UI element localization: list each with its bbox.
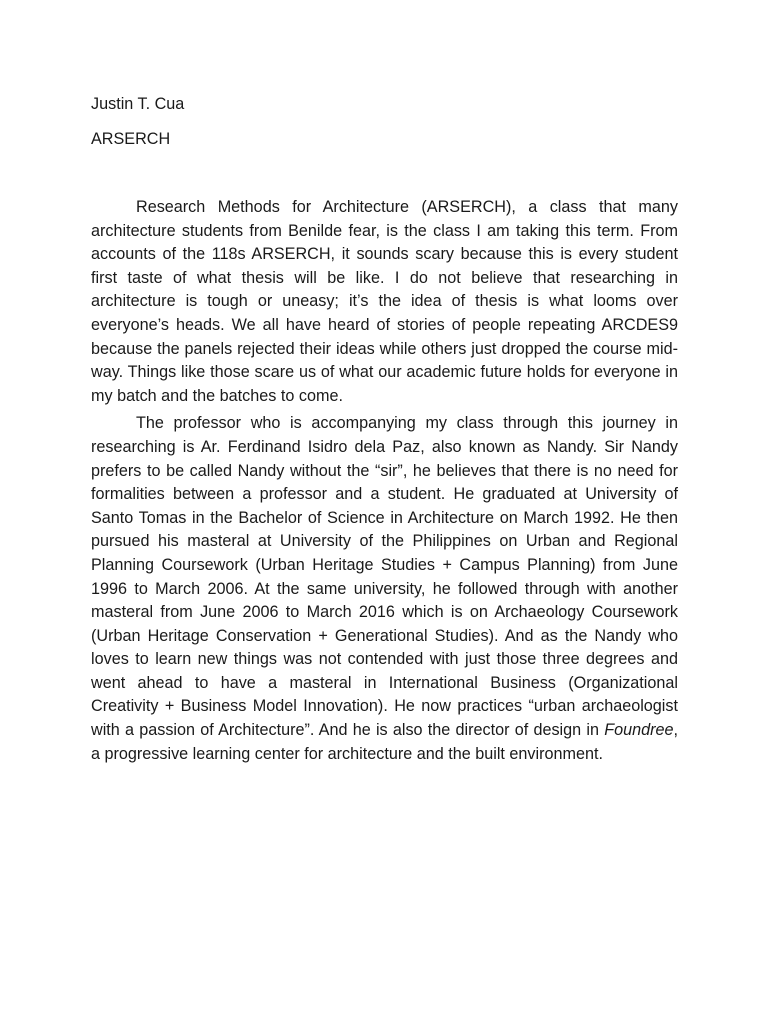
paragraph-professor <box>91 412 678 766</box>
foundree-emphasis: Foundree <box>604 721 674 740</box>
paragraph-intro: Research Methods for Architecture (ARSERCH), a class that many architecture students from Benilde fear, is the class I am taking this term. From accounts of the 118s ARSERCH, it sounds scary because this is every student first taste of what thesis will be like. I do not believe that researching in architecture is tough or uneasy; it’s the idea of thesis is what looms over everyone’s heads. We all have heard of stories of people repeating ARCDES9 because the panels rejected their ideas while others just dropped the course mid-way. Things like those scare us of what our academic future holds for everyone in my batch and the batches to come. <box>91 198 678 405</box>
essay-body <box>91 196 678 766</box>
paragraph-professor-text: The professor who is accompanying my class through this journey in researching is Ar. Ferdinand Isidro dela Paz, also known as Nandy. Sir Nandy prefers to be called Nandy without the “sir”, he believes that there is no need for formalities between a professor and a student. He graduated at University of Santo Tomas in the Bachelor of Science in Architecture on March 1992. He then pursued his masteral at University of the Philippines on Urban and Regional Planning Coursework (Urban Heritage Studies + Campus Planning) from June 1996 to March 2006. At the same university, he followed through with another masteral from June 2006 to March 2016 which is on Archaeology Coursework (Urban Heritage Conservation + Generational Studies). And as the Nandy who loves to learn new things was not contended with just those three degrees and went ahead to have a masteral in International Business (Organizational Creativity + Business Model Innovation). He now practices “urban archaeologist with a passion of Architecture”. And he is also the director of design in <box>91 414 678 740</box>
course-code: ARSERCH <box>91 130 171 148</box>
author-name: Justin T. Cua <box>91 95 185 113</box>
paragraph-professor-ending: , a progressive learning center for architecture and the built environment. <box>91 721 678 763</box>
